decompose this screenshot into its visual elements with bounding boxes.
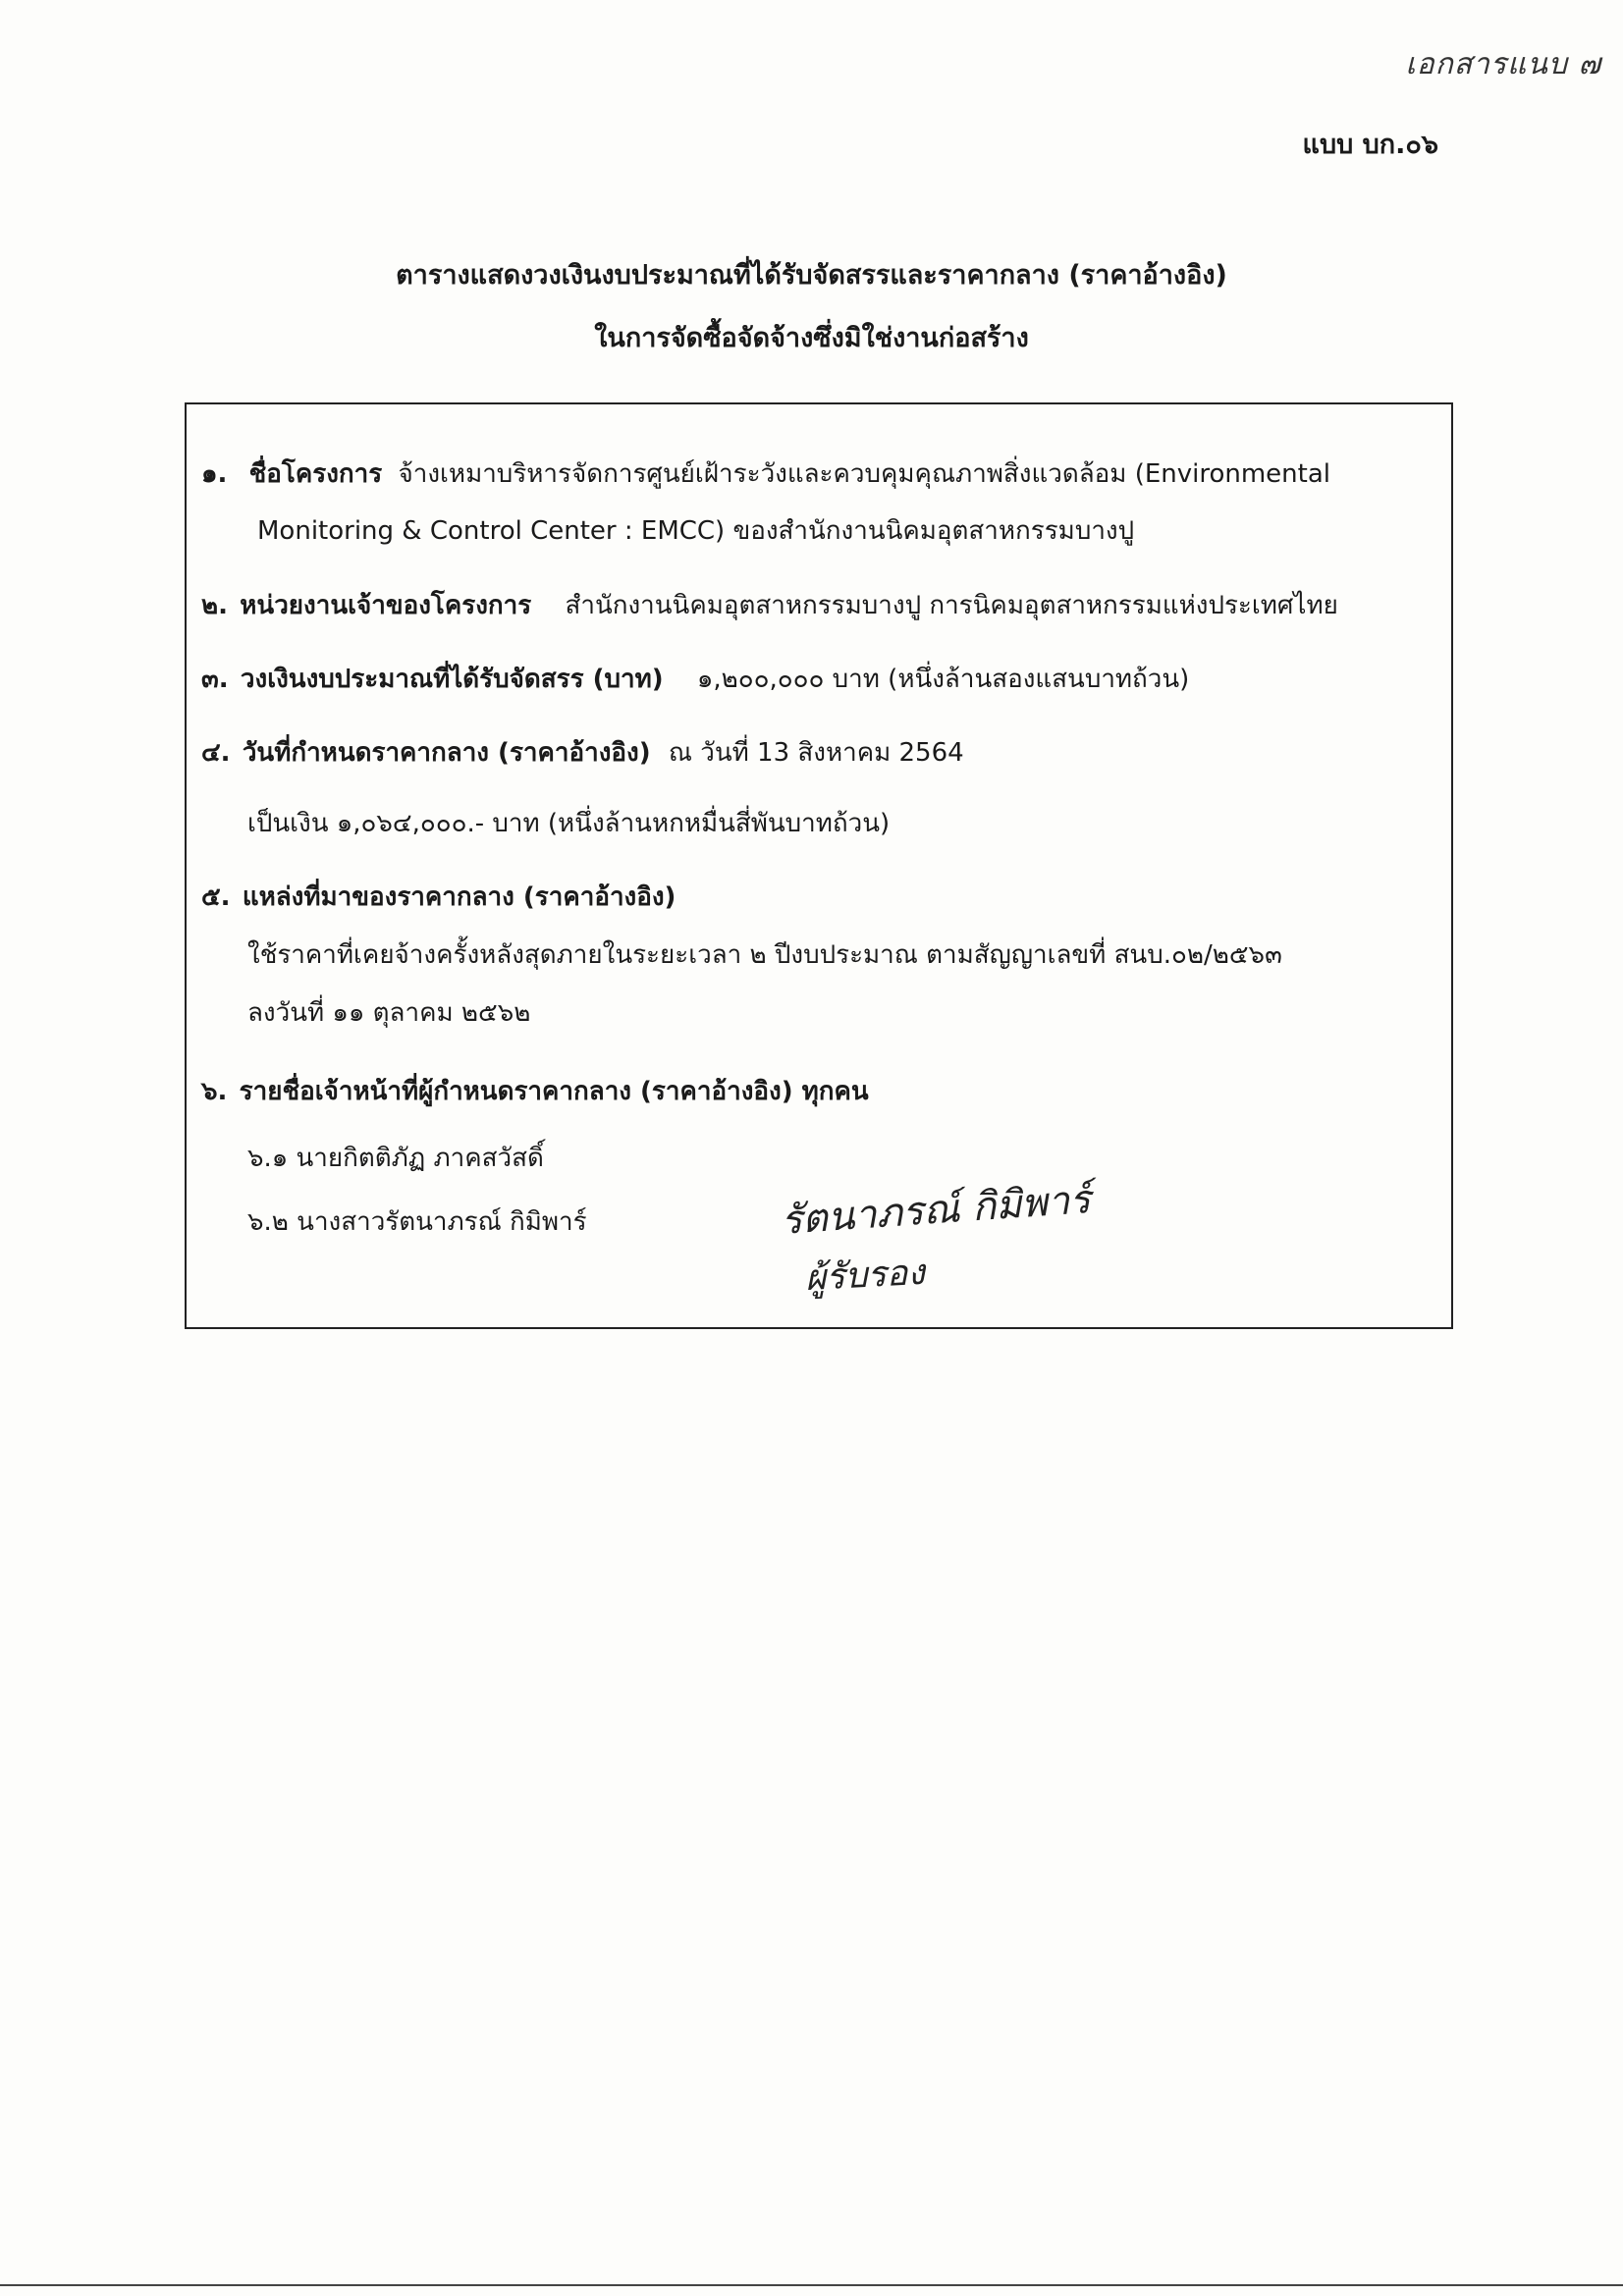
officer-1: ๖.๑ นายกิตติภัฏ ภาคสวัสดิ์ [247, 1144, 544, 1173]
item-2-value: สำนักงานนิคมอุตสาหกรรมบางปู การนิคมอุตสาหกรรมแห่งประเทศไทย [565, 591, 1338, 620]
item-2-number: ๒. [201, 591, 229, 620]
item-1-value-continued: Monitoring & Control Center : EMCC) ของสำนักงานนิคมอุตสาหกรรมบางปู [257, 516, 1135, 546]
item-2-label: หน่วยงานเจ้าของโครงการ [240, 591, 532, 620]
item-2 [201, 589, 1338, 622]
item-5-label: แหล่งที่มาของราคากลาง (ราคาอ้างอิง) [242, 882, 676, 912]
item-3-value: ๑,๒๐๐,๐๐๐ บาท (หนึ่งล้านสองแสนบาทถ้วน) [696, 665, 1190, 694]
item-3-label: วงเงินงบประมาณที่ได้รับจัดสรร (บาท) [240, 665, 664, 694]
item-6-label: รายชื่อเจ้าหน้าที่ผู้กำหนดราคากลาง (ราคาอ้างอิง) ทุกคน [239, 1077, 869, 1106]
document-title-line-2: ในการจัดซื้อจัดจ้างซึ่งมิใช่งานก่อสร้าง [594, 323, 1029, 353]
item-1-value: จ้างเหมาบริหารจัดการศูนย์เฝ้าระวังและควบคุมคุณภาพสิ่งแวดล้อม (Environmental [398, 459, 1331, 489]
item-4 [201, 736, 964, 770]
item-1-label: ชื่อโครงการ [248, 459, 383, 489]
item-5-value: ใช้ราคาที่เคยจ้างครั้งหลังสุดภายในระยะเวลา ๒ ปีงบประมาณ ตามสัญญาเลขที่ สนบ.๐๒/๒๕๖๓ [247, 940, 1282, 970]
item-6-number: ๖. [201, 1077, 228, 1106]
item-3-number: ๓. [201, 665, 229, 694]
officer-2: ๖.๒ นางสาวรัตนาภรณ์ กิมิพาร์ [247, 1207, 587, 1237]
item-4-label: วันที่กำหนดราคากลาง (ราคาอ้างอิง) [242, 738, 651, 768]
scan-bottom-edge [0, 2284, 1623, 2286]
item-5 [201, 881, 676, 914]
item-6 [201, 1075, 869, 1108]
item-4-value: ณ วันที่ 13 สิงหาคม 2564 [668, 738, 964, 768]
signature-2: ผู้รับรอง [804, 1252, 926, 1300]
signature-1: รัตนาภรณ์ กิมิพาร์ [779, 1177, 1093, 1244]
item-1-number: ๑. [201, 459, 228, 489]
form-code: แบบ บก.๐๖ [1302, 130, 1438, 160]
item-5-number: ๕. [201, 882, 231, 912]
document-title-line-1: ตารางแสดงวงเงินงบประมาณที่ได้รับจัดสรรและราคากลาง (ราคาอ้างอิง) [396, 260, 1227, 291]
item-5-value-continued: ลงวันที่ ๑๑ ตุลาคม ๒๕๖๒ [247, 998, 531, 1028]
annex-label: เอกสารแนบ ๗ [1405, 47, 1601, 81]
item-3 [201, 663, 1189, 696]
item-4-number: ๔. [201, 738, 231, 768]
item-1 [201, 457, 1330, 491]
item-4-value-continued: เป็นเงิน ๑,๐๖๔,๐๐๐.- บาท (หนึ่งล้านหกหมื่นสี่พันบาทถ้วน) [247, 809, 891, 838]
